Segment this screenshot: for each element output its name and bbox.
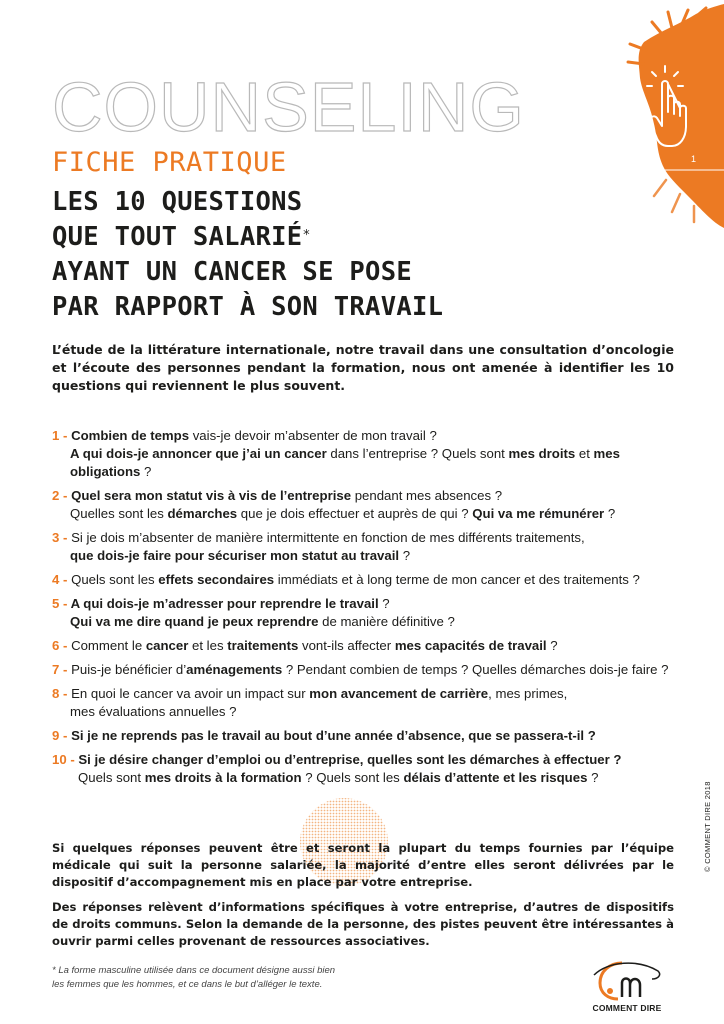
intro-paragraph: L’étude de la littérature internationale, notre travail dans une consultation d’oncologie et l’écoute des personnes pendant la formation, nous ont amenée à identifier les 10 questions qui reviennent le plus souvent. <box>52 342 674 393</box>
page-number: 1 <box>691 154 697 164</box>
title-line-3: AYANT UN CANCER SE POSE <box>52 257 413 287</box>
question-item: 10 - Si je désire changer d’emploi ou d’entreprise, quelles sont les démarches à effectuer ? Quels sont mes droits à la formation ? Quels sont les délais d’attente et les risques ? <box>52 752 622 785</box>
question-item: 7 - Puis-je bénéficier d’aménagements ? Pendant combien de temps ? Quelles démarches dois-je faire ? <box>52 662 669 677</box>
questions-list <box>52 427 692 787</box>
question-number: 7 - <box>52 662 72 677</box>
logo-mark-icon <box>588 957 666 1005</box>
question-item: 2 - Quel sera mon statut vis à vis de l’entreprise pendant mes absences ? Quelles sont les démarches que je dois effectuer et auprès de qui ? Qui va me rémunérer ? <box>52 488 616 521</box>
question-number: 3 - <box>52 530 72 545</box>
question-number: 10 - <box>52 752 79 767</box>
question-item: 3 - Si je dois m’absenter de manière intermittente en fonction de mes différents traitements, que dois-je faire pour sécuriser mon statut au travail ? <box>52 530 585 563</box>
question-number: 9 - <box>52 728 72 743</box>
question-number: 8 - <box>52 686 72 701</box>
page-title <box>52 185 443 325</box>
question-number: 6 - <box>52 638 72 653</box>
title-line-4: PAR RAPPORT À SON TRAVAIL <box>52 292 444 322</box>
fiche-pratique-label: FICHE PRATIQUE <box>52 147 287 178</box>
logo-text: COMMENT DIRE <box>592 1003 662 1013</box>
question-item: 9 - Si je ne reprends pas le travail au bout d’une année d’absence, que se passera-t-il ? <box>52 728 596 743</box>
title-line-1: LES 10 QUESTIONS <box>52 187 303 217</box>
footnote: * La forme masculine utilisée dans ce document désigne aussi bien les femmes que les hommes, et ce dans le but d’alléger le texte. <box>52 965 336 990</box>
question-item: 6 - Comment le cancer et les traitements vont-ils affecter mes capacités de travail ? <box>52 638 558 653</box>
question-number: 1 - <box>52 428 72 443</box>
orange-brush-decoration <box>584 0 724 230</box>
question-item: 4 - Quels sont les effets secondaires immédiats et à long terme de mon cancer et des traitements ? <box>52 572 640 587</box>
question-number: 2 - <box>52 488 72 503</box>
question-item: 5 - A qui dois-je m’adresser pour reprendre le travail ? Qui va me dire quand je peux reprendre de manière définitive ? <box>52 596 455 629</box>
outro-paragraph-2: Des réponses relèvent d’informations spécifiques à votre entreprise, d’autres de dispositifs de droits communs. Selon la demande de la personne, des pistes peuvent être intéressantes à ouvrir parmi celles provenant de ressources associatives. <box>52 900 674 948</box>
outro-paragraph-1: Si quelques réponses peuvent être et seront la plupart du temps fournies par l’équipe médicale qui suit la personne salariée, la majorité d’entre elles seront délivrées par le dispositif d’accompagnement mis en place par votre entreprise. <box>52 841 674 889</box>
comment-dire-logo <box>588 957 666 1015</box>
question-number: 5 - <box>52 596 71 611</box>
question-number: 4 - <box>52 572 72 587</box>
outro-section <box>52 840 674 958</box>
counseling-heading: COUNSELING <box>52 68 525 146</box>
copyright-notice: © COMMENT DIRE 2018 <box>703 781 712 872</box>
title-line-2: QUE TOUT SALARIÉ* <box>52 222 311 252</box>
question-item: 1 - Combien de temps vais-je devoir m’absenter de mon travail ? A qui dois-je annoncer que j’ai un cancer dans l’entreprise ? Quels sont mes droits et mes obligations ? <box>52 428 620 479</box>
question-item: 8 - En quoi le cancer va avoir un impact sur mon avancement de carrière, mes primes, mes évaluations annuelles ? <box>52 686 568 719</box>
